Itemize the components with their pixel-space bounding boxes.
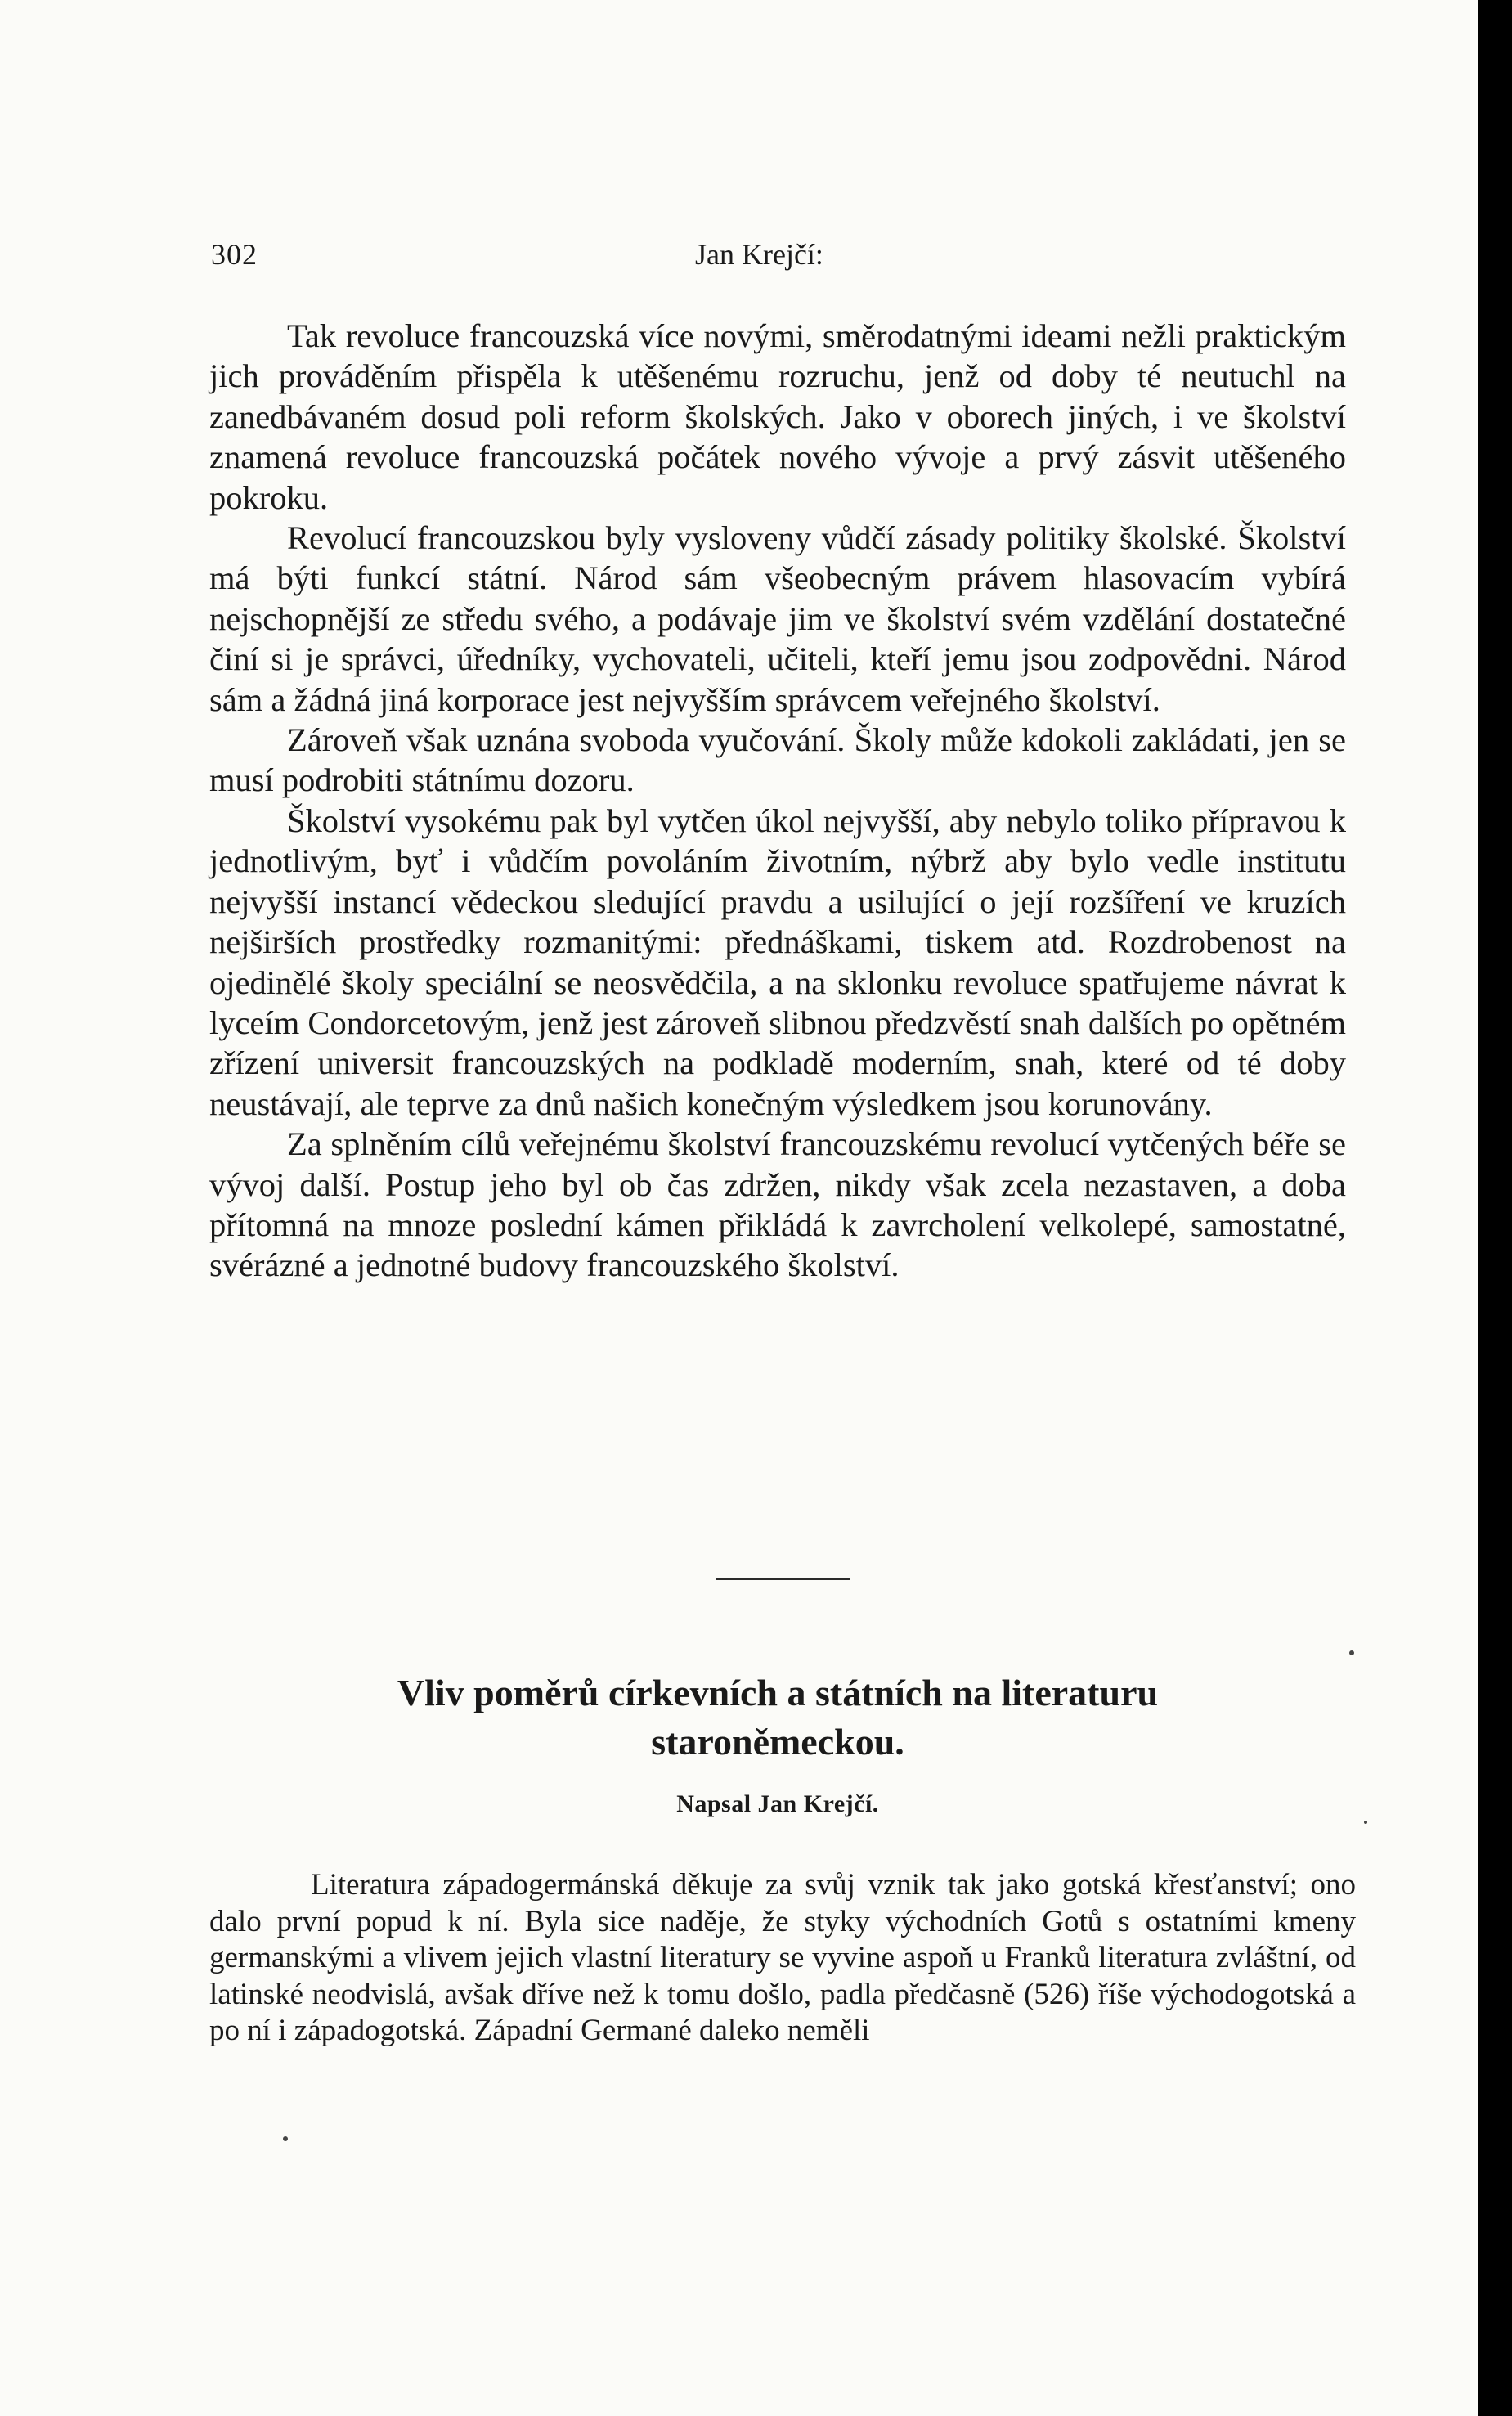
- body-text: [209, 316, 1346, 1286]
- paragraph: Školství vysokému pak byl vytčen úkol nejvyšší, aby nebylo toliko přípravou k jednotlivým, byť i vůdčím povoláním životním, nýbrž aby bylo vedle institutu nejvyšší instancí vědeckou sledující pravdu a usilující o její rozšíření ve kruzích nejširších prostředky rozmanitými: přednáškami, tiskem atd. Rozdrobenost na ojedinělé školy speciální se neosvědčila, a na sklonku revoluce spatřujeme návrat k lyceím Condorcetovým, jenž jest zároveň slibnou předzvěstí snah dalších po opětném zřízení universit francouzských na podkladě moderním, snah, které od té doby neustávají, ale teprve za dnů našich konečným výsledkem jsou korunovány.: [209, 802, 1346, 1122]
- paragraph: Za splněním cílů veřejnému školství francouzskému revolucí vytčených béře se vývoj další. Postup jeho byl ob čas zdržen, nikdy však zcela nezastaven, a doba přítomná na mnoze poslední kámen přikládá k zavrcholení velkolepé, samostatné, svérázné a jednotné budovy francouzského školství.: [209, 1125, 1346, 1284]
- paragraph: Revolucí francouzskou byly vysloveny vůdčí zásady politiky školské. Školství má býti funkcí státní. Národ sám všeobecným právem hlasovacím vybírá nejschopnější ze středu svého, a podávaje jim ve školství svém vzdělání dostatečné činí si je správci, úředníky, vychovateli, učiteli, kteří jemu jsou zodpovědni. Národ sám a žádná jiná korporace jest nejvyšším správcem veřejného školství.: [209, 519, 1346, 718]
- print-speck: [1364, 1821, 1367, 1824]
- article-title: [209, 1668, 1346, 1767]
- article-title-line: staroněmeckou.: [651, 1721, 904, 1763]
- page-number: 302: [211, 238, 258, 271]
- scan-border: [1478, 0, 1512, 2416]
- page-header: [0, 237, 1478, 286]
- paragraph: Zároveň však uznána svoboda vyučování. Školy může kdokoli zakládati, jen se musí podrobiti státnímu dozoru.: [209, 721, 1346, 799]
- print-speck: [1349, 1650, 1354, 1655]
- article-byline: Napsal Jan Krejčí.: [676, 1790, 879, 1817]
- paragraph: Literatura západogermánská děkuje za svůj vznik tak jako gotská křesťanství; ono dalo první popud k ní. Byla sice naděje, že styky východních Gotů s ostatními kmeny germanskými a vlivem jejich vlastní literatury se vyvine aspoň u Franků literatura zvláštní, od latinské neodvislá, avšak dříve než k tomu došlo, padla předčasně (526) říše východogotská a po ní i západogotská. Západní Germané daleko neměli: [209, 1868, 1356, 2047]
- print-speck: [283, 2136, 288, 2141]
- article-title-line: Vliv poměrů církevních a státních na literaturu: [397, 1672, 1159, 1713]
- running-head: Jan Krejčí:: [695, 238, 823, 271]
- article-body: [209, 1867, 1356, 2050]
- paragraph: Tak revoluce francouzská více novými, směrodatnými ideami nežli praktickým jich prováděním přispěla k utěšenému rozruchu, jenž od doby té neutuchl na zanedbávaném dosud poli reform školských. Jako v oborech jiných, i ve školství znamená revoluce francouzská počátek nového vývoje a prvý zásvit utěšeného pokroku.: [209, 317, 1346, 516]
- section-divider: [716, 1578, 850, 1580]
